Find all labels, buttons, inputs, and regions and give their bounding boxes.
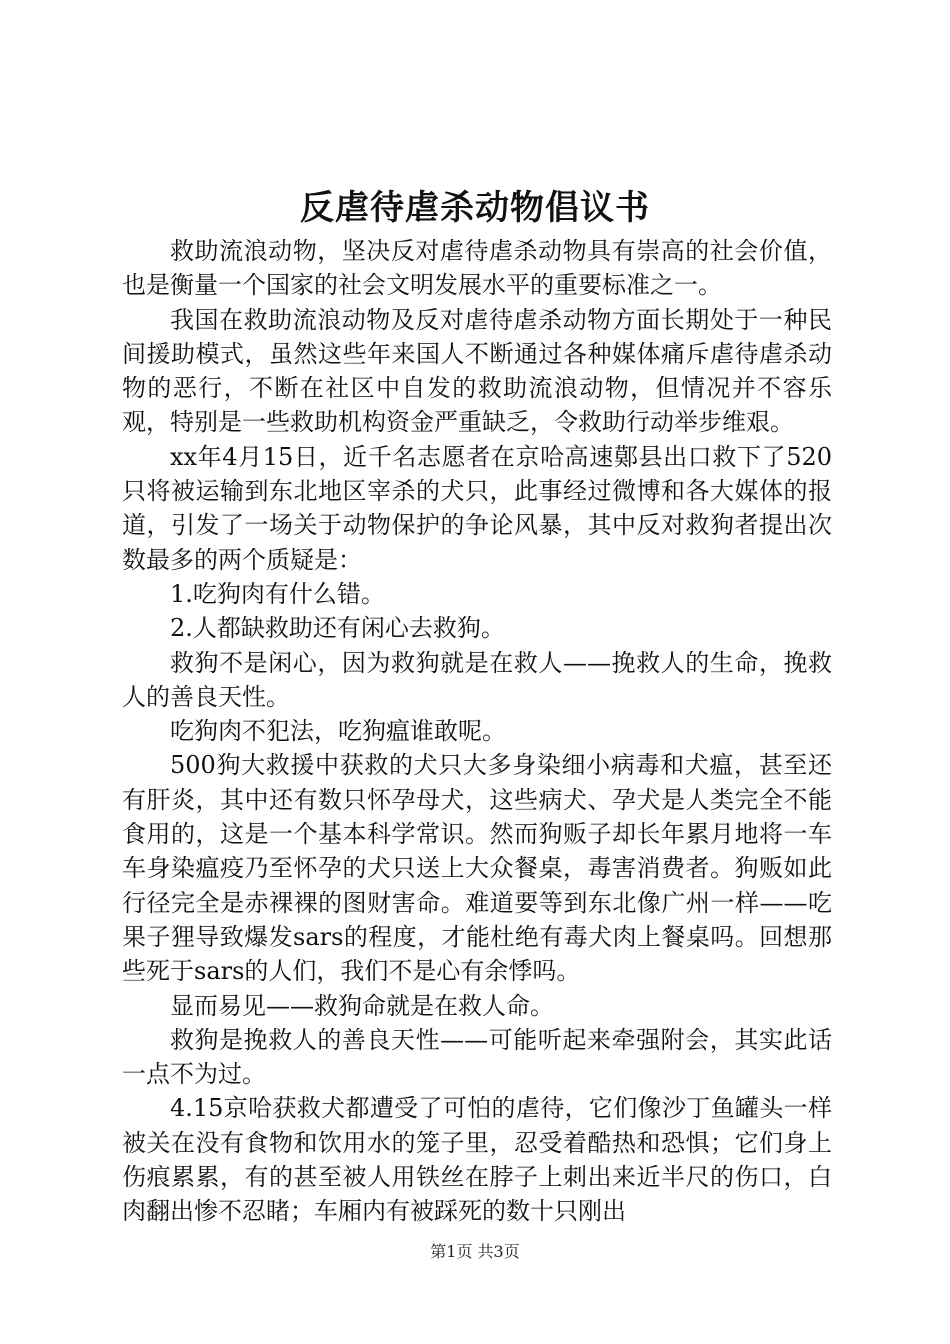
document-title: 反虐待虐杀动物倡议书 bbox=[300, 188, 650, 228]
paragraph-1: 救助流浪动物，坚决反对虐待虐杀动物具有崇高的社会价值，也是衡量一个国家的社会文明发展水平的重要标准之一。 bbox=[122, 237, 832, 300]
paragraph-10: 救狗是挽救人的善良天性——可能听起来牵强附会，其实此话一点不为过。 bbox=[122, 1025, 832, 1089]
page-number-footer: 第1页 共3页 bbox=[430, 1242, 520, 1261]
paragraph-9: 显而易见——救狗命就是在救人命。 bbox=[170, 991, 554, 1020]
document-body bbox=[122, 234, 832, 1229]
paragraph-6: 救狗不是闲心，因为救狗就是在救人——挽救人的生命，挽救人的善良天性。 bbox=[122, 648, 832, 711]
paragraph-2: 我国在救助流浪动物及反对虐待虐杀动物方面长期处于一种民间援助模式，虽然这些年来国人不断通过各种媒体痛斥虐待虐杀动物的恶行，不断在社区中自发的救助流浪动物，但情况并不容乐观，特别是一些救助机构资金严重缺乏，令救助行动举步维艰。 bbox=[122, 305, 832, 437]
paragraph-3: xx年4月15日，近千名志愿者在京哈高速鄚县出口救下了520只将被运输到东北地区宰杀的犬只，此事经过微博和各大媒体的报道，引发了一场关于动物保护的争论风暴，其中反对救狗者提出次数最多的两个质疑是： bbox=[122, 442, 832, 574]
paragraph-8: 500狗大救援中获救的犬只大多身染细小病毒和犬瘟，甚至还有肝炎，其中还有数只怀孕母犬，这些病犬、孕犬是人类完全不能食用的，这是一个基本科学常识。然而狗贩子却长年累月地将一车车身染瘟疫乃至怀孕的犬只送上大众餐桌，毒害消费者。狗贩如此行径完全是赤裸裸的图财害命。难道要等到东北像广州一样——吃果子狸导致爆发sars的程度，才能杜绝有毒犬肉上餐桌吗。回想那些死于sars的人们，我们不是心有余悸吗。 bbox=[122, 751, 832, 986]
paragraph-4: 1.吃狗肉有什么错。 bbox=[170, 579, 385, 608]
paragraph-5: 2.人都缺救助还有闲心去救狗。 bbox=[170, 614, 505, 643]
paragraph-7: 吃狗肉不犯法，吃狗瘟谁敢呢。 bbox=[170, 717, 506, 746]
paragraph-11: 4.15京哈获救犬都遭受了可怕的虐待，它们像沙丁鱼罐头一样被关在没有食物和饮用水的笼子里，忍受着酷热和恐惧；它们身上伤痕累累，有的甚至被人用铁丝在脖子上刺出来近半尺的伤口，白肉翻出惨不忍睹；车厢内有被踩死的数十只刚出 bbox=[122, 1094, 832, 1226]
